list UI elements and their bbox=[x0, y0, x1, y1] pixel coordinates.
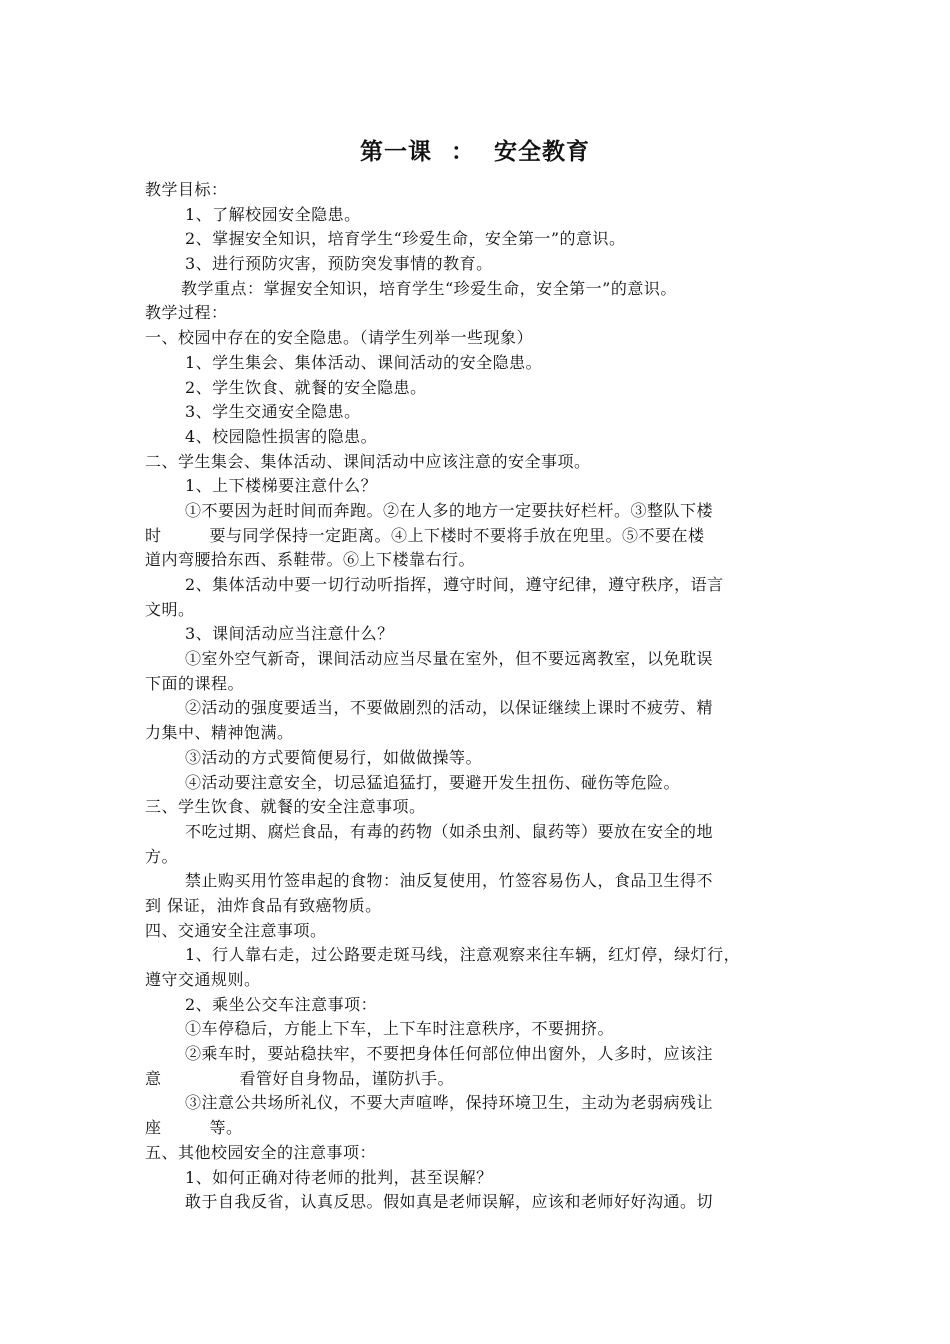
text-line bbox=[145, 425, 807, 450]
text-line bbox=[145, 795, 807, 820]
text-line-content: 3、学生交通安全隐患。 bbox=[185, 402, 361, 422]
text-line-content: 三、学生饮食、就餐的安全注意事项。 bbox=[145, 797, 426, 817]
text-line bbox=[145, 696, 807, 721]
text-line-content: 时 bbox=[145, 525, 162, 545]
text-line-content: ④活动要注意安全，切忌猛追猛打，要避开发生扭伤、碰伤等危险。 bbox=[185, 772, 681, 792]
text-line-content: 1、行人靠右走，过公路要走斑马线，注意观察来往车辆，红灯停，绿灯行， bbox=[185, 945, 741, 965]
text-line-content: 四、交通安全注意事项。 bbox=[145, 920, 327, 940]
text-line-content: 1、如何正确对待老师的批判，甚至误解？ bbox=[185, 1167, 493, 1187]
text-line-content: ③活动的方式要简便易行，如做做操等。 bbox=[185, 747, 483, 767]
text-line bbox=[145, 598, 807, 623]
text-line bbox=[145, 1091, 807, 1116]
text-line-content: ①车停稳后，方能上下车，上下车时注意秩序，不要拥挤。 bbox=[185, 1019, 615, 1039]
text-line-content: 2、掌握安全知识，培育学生“珍爱生命，安全第一”的意识。 bbox=[185, 229, 626, 249]
text-line bbox=[145, 474, 807, 499]
text-line bbox=[145, 1042, 807, 1067]
text-line-content: 意 bbox=[145, 1068, 162, 1088]
text-line bbox=[145, 400, 807, 425]
text-line-content: 禁止购买用竹签串起的食物：油反复使用，竹签容易伤人，食品卫生得不 bbox=[185, 871, 714, 891]
text-line-content: 遵守交通规则。 bbox=[145, 970, 261, 989]
text-line bbox=[145, 622, 807, 647]
text-line bbox=[145, 845, 807, 870]
text-line-content: 2、集体活动中要一切行动听指挥，遵守时间，遵守纪律，遵守秩序，语言 bbox=[185, 575, 724, 594]
text-line bbox=[145, 746, 807, 771]
text-line-content: 五、其他校园安全的注意事项： bbox=[145, 1142, 377, 1162]
text-line bbox=[145, 277, 807, 302]
text-line-content: 教学过程： bbox=[145, 303, 228, 323]
text-line bbox=[145, 1017, 807, 1042]
text-line bbox=[145, 1141, 807, 1166]
text-line-content: ①不要因为赶时间而奔跑。②在人多的地方一定要扶好栏杆。③整队下楼 bbox=[185, 500, 714, 520]
text-line-content: 4、校园隐性损害的隐患。 bbox=[185, 426, 378, 446]
text-line-content: 一、校园中存在的安全隐患。（请学生列举一些现象） bbox=[145, 328, 534, 348]
text-line bbox=[145, 227, 807, 252]
text-line-content: 3、进行预防灾害，预防突发事情的教育。 bbox=[185, 254, 493, 274]
text-line-content: ②乘车时，要站稳扶牢，不要把身体任何部位伸出窗外，人多时，应该注 bbox=[185, 1044, 714, 1064]
text-line-content: 道内弯腰拾东西、系鞋带。⑥上下楼靠右行。 bbox=[145, 550, 476, 570]
document-body bbox=[145, 178, 807, 1215]
text-line-content: 座 bbox=[145, 1118, 162, 1138]
text-line-content: 二、学生集会、集体活动、课间活动中应该注意的安全事项。 bbox=[145, 451, 591, 471]
text-line bbox=[145, 376, 807, 401]
text-line-content: 方。 bbox=[145, 846, 179, 866]
text-line-content: 教学目标： bbox=[145, 180, 228, 199]
text-line bbox=[145, 1067, 807, 1092]
text-line-continuation: 等。 bbox=[209, 1118, 243, 1138]
text-line bbox=[145, 1166, 807, 1191]
text-line-content: 教学重点：掌握安全知识，培育学生“珍爱生命，安全第一”的意识。 bbox=[181, 278, 677, 298]
text-line-content: 2、乘坐公交车注意事项： bbox=[185, 994, 378, 1014]
text-line bbox=[145, 869, 807, 894]
page-title: 第一课 ： 安全教育 bbox=[359, 139, 590, 165]
text-line-content: 不吃过期、腐烂食品，有毒的药物（如杀虫剂、鼠药等）要放在安全的地 bbox=[185, 821, 714, 841]
text-line bbox=[145, 820, 807, 845]
text-line-content: 文明。 bbox=[145, 599, 195, 619]
text-line-content: 力集中、精神饱满。 bbox=[145, 723, 294, 743]
text-line bbox=[145, 252, 807, 277]
text-line bbox=[145, 1116, 807, 1141]
text-line bbox=[145, 524, 807, 549]
text-line bbox=[145, 203, 807, 228]
text-line bbox=[145, 573, 807, 598]
text-line bbox=[145, 450, 807, 475]
text-line bbox=[145, 721, 807, 746]
text-line-content: ①室外空气新奇，课间活动应当尽量在室外，但不要远离教室，以免耽误 bbox=[185, 649, 714, 669]
text-line bbox=[145, 919, 807, 944]
text-line-content: ②活动的强度要适当，不要做剧烈的活动，以保证继续上课时不疲劳、精 bbox=[185, 698, 714, 718]
text-line-content: 到 保证，油炸食品有致癌物质。 bbox=[145, 895, 382, 915]
text-line-content: 1、学生集会、集体活动、课间活动的安全隐患。 bbox=[185, 352, 543, 372]
text-line bbox=[145, 178, 807, 203]
text-line bbox=[145, 1190, 807, 1215]
text-line bbox=[145, 548, 807, 573]
text-line bbox=[145, 647, 807, 672]
text-line-continuation: 要与同学保持一定距离。④上下楼时不要将手放在兜里。⑤不要在楼 bbox=[209, 525, 705, 545]
text-line bbox=[145, 326, 807, 351]
text-line-content: 3、课间活动应当注意什么？ bbox=[185, 624, 394, 644]
text-line bbox=[145, 968, 807, 993]
text-line-content: ③注意公共场所礼仪，不要大声喧哗，保持环境卫生，主动为老弱病残让 bbox=[185, 1093, 714, 1113]
text-line bbox=[145, 351, 807, 376]
text-line bbox=[145, 301, 807, 326]
text-line bbox=[145, 672, 807, 697]
text-line-continuation: 看管好自身物品，谨防扒手。 bbox=[239, 1068, 455, 1088]
text-line bbox=[145, 993, 807, 1018]
text-line-content: 下面的课程。 bbox=[145, 673, 245, 693]
text-line-content: 2、学生饮食、就餐的安全隐患。 bbox=[185, 377, 427, 397]
text-line bbox=[145, 499, 807, 524]
text-line-content: 敢于自我反省，认真反思。假如真是老师误解，应该和老师好好沟通。切 bbox=[185, 1192, 714, 1212]
text-line bbox=[145, 771, 807, 796]
text-line bbox=[145, 943, 807, 968]
text-line-content: 1、了解校园安全隐患。 bbox=[185, 204, 361, 224]
text-line-content: 1、上下楼梯要注意什么？ bbox=[185, 476, 378, 496]
text-line bbox=[145, 894, 807, 919]
